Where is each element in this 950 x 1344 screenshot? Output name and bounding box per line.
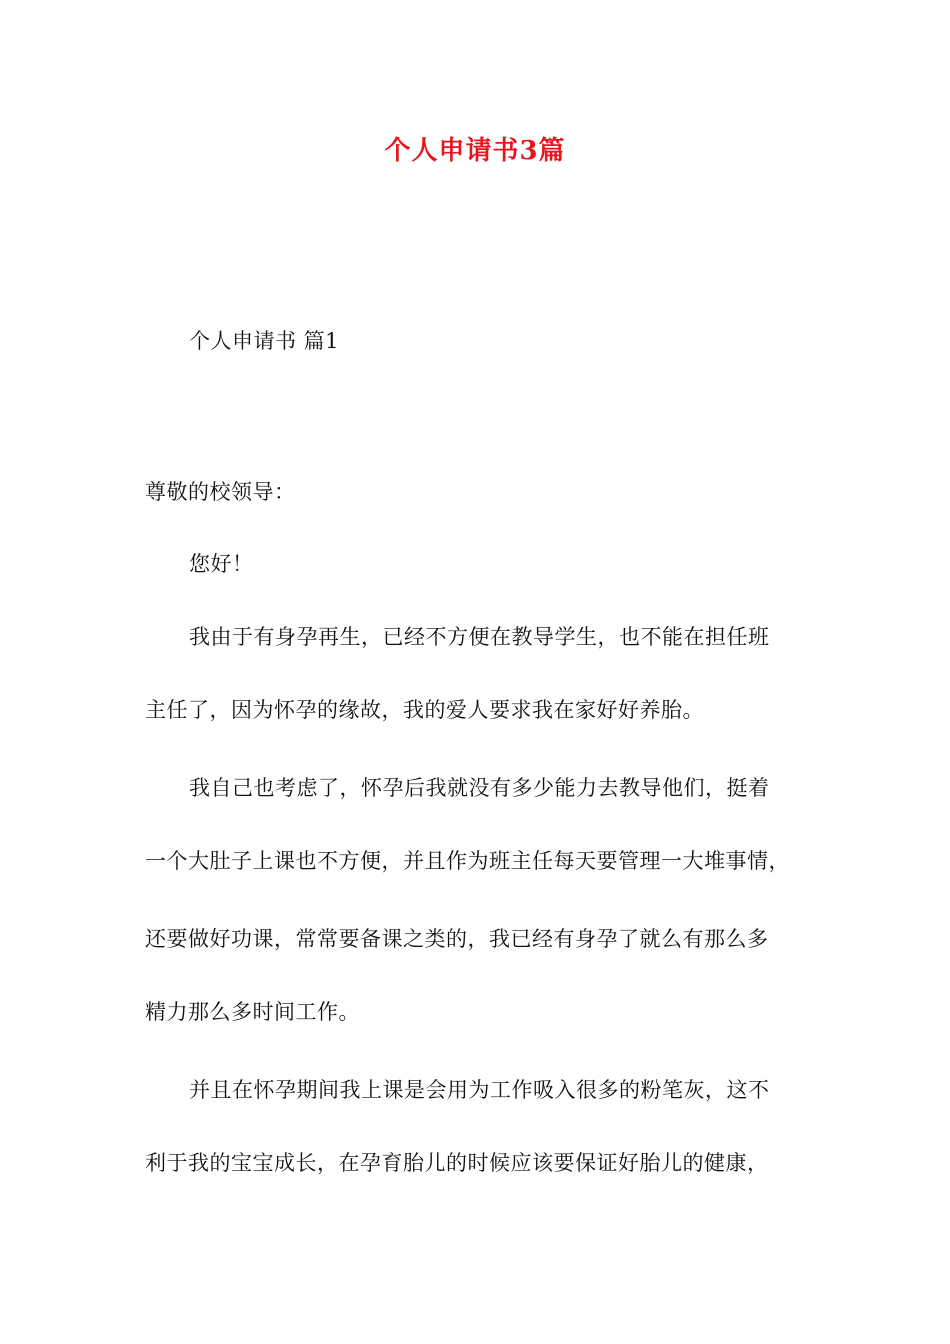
paragraph-line: 一个大肚子上课也不方便，并且作为班主任每天要管理一大堆事情， <box>145 849 790 873</box>
paragraph-line: 利于我的宝宝成长，在孕育胎儿的时候应该要保证好胎儿的健康， <box>145 1151 769 1175</box>
paragraph-line: 我自己也考虑了，怀孕后我就没有多少能力去教导他们，挺着 <box>189 776 770 800</box>
paragraph-line: 并且在怀孕期间我上课是会用为工作吸入很多的粉笔灰，这不 <box>189 1078 770 1102</box>
greeting: 您好！ <box>189 552 254 576</box>
paragraph-line: 精力那么多时间工作。 <box>145 1000 360 1024</box>
salutation: 尊敬的校领导： <box>145 480 296 504</box>
paragraph-line: 还要做好功课，常常要备课之类的，我已经有身孕了就么有那么多 <box>145 927 769 951</box>
section-heading: 个人申请书 篇1 <box>189 329 340 353</box>
paragraph-line: 我由于有身孕再生，已经不方便在教导学生，也不能在担任班 <box>189 625 770 649</box>
paragraph-line: 主任了，因为怀孕的缘故，我的爱人要求我在家好好养胎。 <box>145 698 704 722</box>
document-title: 个人申请书3篇 <box>384 136 566 166</box>
